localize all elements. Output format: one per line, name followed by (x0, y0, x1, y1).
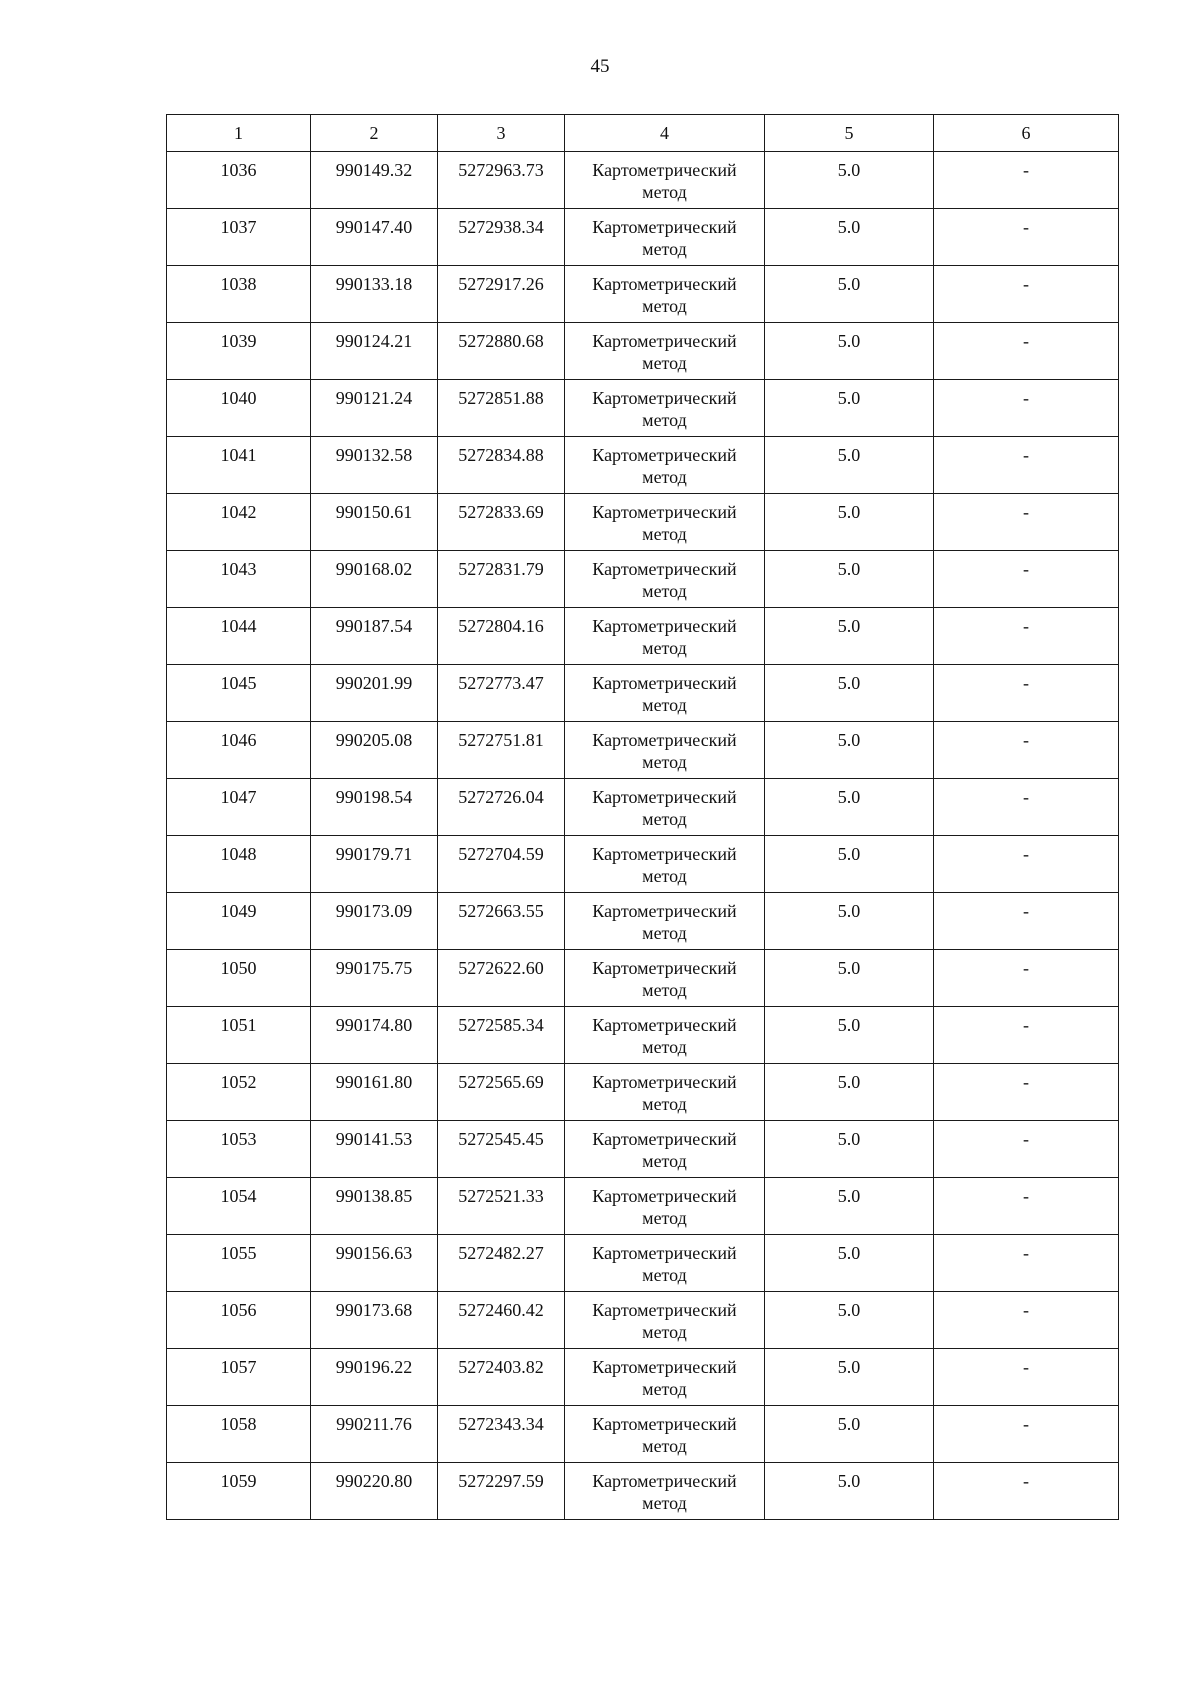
x-coordinate-cell: 990147.40 (311, 209, 438, 266)
method-line-1: Картометрический (592, 901, 737, 921)
method-line-2: метод (642, 809, 687, 829)
x-coordinate-cell: 990173.68 (311, 1292, 438, 1349)
header-col-3: 3 (438, 115, 565, 152)
point-number-cell: 1044 (167, 608, 311, 665)
y-coordinate-cell: 5272833.69 (438, 494, 565, 551)
note-cell: - (934, 950, 1119, 1007)
point-number-cell: 1052 (167, 1064, 311, 1121)
method-cell (565, 950, 765, 1007)
y-coordinate-cell: 5272460.42 (438, 1292, 565, 1349)
note-cell: - (934, 836, 1119, 893)
method-line-1: Картометрический (592, 1300, 737, 1320)
table-row (167, 1349, 1119, 1406)
method-cell (565, 1121, 765, 1178)
method-line-1: Картометрический (592, 1414, 737, 1434)
table-row (167, 1292, 1119, 1349)
x-coordinate-cell: 990198.54 (311, 779, 438, 836)
accuracy-cell: 5.0 (765, 1007, 934, 1064)
method-line-2: метод (642, 1379, 687, 1399)
x-coordinate-cell: 990220.80 (311, 1463, 438, 1520)
coordinates-table (166, 114, 1119, 1520)
x-coordinate-cell: 990124.21 (311, 323, 438, 380)
method-line-2: метод (642, 1493, 687, 1513)
method-cell (565, 665, 765, 722)
note-cell: - (934, 494, 1119, 551)
point-number-cell: 1048 (167, 836, 311, 893)
point-number-cell: 1047 (167, 779, 311, 836)
accuracy-cell: 5.0 (765, 323, 934, 380)
header-row (167, 115, 1119, 152)
y-coordinate-cell: 5272704.59 (438, 836, 565, 893)
x-coordinate-cell: 990201.99 (311, 665, 438, 722)
y-coordinate-cell: 5272851.88 (438, 380, 565, 437)
point-number-cell: 1059 (167, 1463, 311, 1520)
method-line-1: Картометрический (592, 388, 737, 408)
method-cell (565, 380, 765, 437)
table-row (167, 836, 1119, 893)
y-coordinate-cell: 5272343.34 (438, 1406, 565, 1463)
accuracy-cell: 5.0 (765, 1121, 934, 1178)
y-coordinate-cell: 5272565.69 (438, 1064, 565, 1121)
method-cell (565, 893, 765, 950)
header-col-1: 1 (167, 115, 311, 152)
point-number-cell: 1040 (167, 380, 311, 437)
y-coordinate-cell: 5272521.33 (438, 1178, 565, 1235)
table-row (167, 1178, 1119, 1235)
x-coordinate-cell: 990141.53 (311, 1121, 438, 1178)
table-row (167, 1235, 1119, 1292)
x-coordinate-cell: 990174.80 (311, 1007, 438, 1064)
method-line-1: Картометрический (592, 1072, 737, 1092)
method-line-2: метод (642, 1208, 687, 1228)
accuracy-cell: 5.0 (765, 1292, 934, 1349)
x-coordinate-cell: 990211.76 (311, 1406, 438, 1463)
method-line-2: метод (642, 1037, 687, 1057)
accuracy-cell: 5.0 (765, 1064, 934, 1121)
note-cell: - (934, 266, 1119, 323)
point-number-cell: 1037 (167, 209, 311, 266)
method-line-2: метод (642, 353, 687, 373)
method-cell (565, 608, 765, 665)
method-cell (565, 494, 765, 551)
method-cell (565, 1292, 765, 1349)
method-cell (565, 323, 765, 380)
method-line-1: Картометрический (592, 1186, 737, 1206)
table-row (167, 779, 1119, 836)
table-row (167, 380, 1119, 437)
method-line-1: Картометрический (592, 274, 737, 294)
method-line-2: метод (642, 1322, 687, 1342)
note-cell: - (934, 209, 1119, 266)
point-number-cell: 1046 (167, 722, 311, 779)
x-coordinate-cell: 990179.71 (311, 836, 438, 893)
y-coordinate-cell: 5272663.55 (438, 893, 565, 950)
accuracy-cell: 5.0 (765, 1463, 934, 1520)
y-coordinate-cell: 5272880.68 (438, 323, 565, 380)
point-number-cell: 1043 (167, 551, 311, 608)
x-coordinate-cell: 990121.24 (311, 380, 438, 437)
x-coordinate-cell: 990156.63 (311, 1235, 438, 1292)
note-cell: - (934, 1463, 1119, 1520)
method-line-2: метод (642, 1265, 687, 1285)
note-cell: - (934, 1121, 1119, 1178)
y-coordinate-cell: 5272831.79 (438, 551, 565, 608)
accuracy-cell: 5.0 (765, 209, 934, 266)
table-row (167, 323, 1119, 380)
point-number-cell: 1056 (167, 1292, 311, 1349)
method-line-2: метод (642, 923, 687, 943)
method-line-1: Картометрический (592, 160, 737, 180)
note-cell: - (934, 437, 1119, 494)
accuracy-cell: 5.0 (765, 665, 934, 722)
note-cell: - (934, 323, 1119, 380)
table-row (167, 1463, 1119, 1520)
note-cell: - (934, 893, 1119, 950)
point-number-cell: 1057 (167, 1349, 311, 1406)
method-line-1: Картометрический (592, 787, 737, 807)
accuracy-cell: 5.0 (765, 779, 934, 836)
method-line-2: метод (642, 524, 687, 544)
accuracy-cell: 5.0 (765, 1406, 934, 1463)
method-cell (565, 1349, 765, 1406)
header-col-5: 5 (765, 115, 934, 152)
table-row (167, 152, 1119, 209)
table-body (167, 152, 1119, 1520)
method-line-2: метод (642, 752, 687, 772)
header-col-2: 2 (311, 115, 438, 152)
method-line-1: Картометрический (592, 730, 737, 750)
accuracy-cell: 5.0 (765, 1349, 934, 1406)
header-col-4: 4 (565, 115, 765, 152)
point-number-cell: 1058 (167, 1406, 311, 1463)
table-row (167, 950, 1119, 1007)
note-cell: - (934, 779, 1119, 836)
method-cell (565, 152, 765, 209)
x-coordinate-cell: 990149.32 (311, 152, 438, 209)
table-row (167, 608, 1119, 665)
y-coordinate-cell: 5272773.47 (438, 665, 565, 722)
note-cell: - (934, 380, 1119, 437)
point-number-cell: 1038 (167, 266, 311, 323)
method-cell (565, 1235, 765, 1292)
note-cell: - (934, 608, 1119, 665)
point-number-cell: 1041 (167, 437, 311, 494)
method-line-1: Картометрический (592, 1129, 737, 1149)
method-line-2: метод (642, 866, 687, 886)
point-number-cell: 1049 (167, 893, 311, 950)
method-cell (565, 779, 765, 836)
x-coordinate-cell: 990161.80 (311, 1064, 438, 1121)
table-header (167, 115, 1119, 152)
method-line-2: метод (642, 581, 687, 601)
table-row (167, 665, 1119, 722)
y-coordinate-cell: 5272482.27 (438, 1235, 565, 1292)
method-line-2: метод (642, 1151, 687, 1171)
accuracy-cell: 5.0 (765, 836, 934, 893)
point-number-cell: 1055 (167, 1235, 311, 1292)
y-coordinate-cell: 5272297.59 (438, 1463, 565, 1520)
page-number: 45 (590, 56, 610, 77)
point-number-cell: 1053 (167, 1121, 311, 1178)
method-line-1: Картометрический (592, 217, 737, 237)
y-coordinate-cell: 5272804.16 (438, 608, 565, 665)
method-cell (565, 1406, 765, 1463)
y-coordinate-cell: 5272545.45 (438, 1121, 565, 1178)
method-cell (565, 1178, 765, 1235)
note-cell: - (934, 1292, 1119, 1349)
method-cell (565, 1463, 765, 1520)
method-cell (565, 836, 765, 893)
note-cell: - (934, 1235, 1119, 1292)
accuracy-cell: 5.0 (765, 1235, 934, 1292)
y-coordinate-cell: 5272403.82 (438, 1349, 565, 1406)
point-number-cell: 1045 (167, 665, 311, 722)
accuracy-cell: 5.0 (765, 722, 934, 779)
table-row (167, 494, 1119, 551)
accuracy-cell: 5.0 (765, 152, 934, 209)
method-line-1: Картометрический (592, 331, 737, 351)
note-cell: - (934, 722, 1119, 779)
point-number-cell: 1051 (167, 1007, 311, 1064)
point-number-cell: 1042 (167, 494, 311, 551)
method-line-2: метод (642, 410, 687, 430)
x-coordinate-cell: 990175.75 (311, 950, 438, 1007)
method-line-2: метод (642, 1436, 687, 1456)
method-line-1: Картометрический (592, 559, 737, 579)
method-line-1: Картометрический (592, 616, 737, 636)
method-cell (565, 209, 765, 266)
method-line-1: Картометрический (592, 844, 737, 864)
accuracy-cell: 5.0 (765, 551, 934, 608)
method-line-1: Картометрический (592, 958, 737, 978)
method-cell (565, 266, 765, 323)
method-line-2: метод (642, 182, 687, 202)
accuracy-cell: 5.0 (765, 950, 934, 1007)
table-row (167, 722, 1119, 779)
point-number-cell: 1036 (167, 152, 311, 209)
method-line-1: Картометрический (592, 1015, 737, 1035)
y-coordinate-cell: 5272963.73 (438, 152, 565, 209)
method-line-2: метод (642, 296, 687, 316)
y-coordinate-cell: 5272938.34 (438, 209, 565, 266)
table-row (167, 1007, 1119, 1064)
accuracy-cell: 5.0 (765, 893, 934, 950)
note-cell: - (934, 665, 1119, 722)
y-coordinate-cell: 5272917.26 (438, 266, 565, 323)
point-number-cell: 1039 (167, 323, 311, 380)
accuracy-cell: 5.0 (765, 1178, 934, 1235)
note-cell: - (934, 551, 1119, 608)
method-line-1: Картометрический (592, 1243, 737, 1263)
y-coordinate-cell: 5272834.88 (438, 437, 565, 494)
y-coordinate-cell: 5272751.81 (438, 722, 565, 779)
table-row (167, 893, 1119, 950)
accuracy-cell: 5.0 (765, 266, 934, 323)
y-coordinate-cell: 5272726.04 (438, 779, 565, 836)
method-line-1: Картометрический (592, 1471, 737, 1491)
accuracy-cell: 5.0 (765, 380, 934, 437)
x-coordinate-cell: 990138.85 (311, 1178, 438, 1235)
method-line-2: метод (642, 980, 687, 1000)
table-row (167, 1121, 1119, 1178)
note-cell: - (934, 1064, 1119, 1121)
table-row (167, 551, 1119, 608)
x-coordinate-cell: 990173.09 (311, 893, 438, 950)
header-col-6: 6 (934, 115, 1119, 152)
method-line-1: Картометрический (592, 673, 737, 693)
accuracy-cell: 5.0 (765, 608, 934, 665)
x-coordinate-cell: 990205.08 (311, 722, 438, 779)
x-coordinate-cell: 990133.18 (311, 266, 438, 323)
method-line-1: Картометрический (592, 502, 737, 522)
method-cell (565, 722, 765, 779)
table-row (167, 209, 1119, 266)
point-number-cell: 1054 (167, 1178, 311, 1235)
method-line-2: метод (642, 695, 687, 715)
method-line-2: метод (642, 467, 687, 487)
table-row (167, 266, 1119, 323)
note-cell: - (934, 152, 1119, 209)
accuracy-cell: 5.0 (765, 494, 934, 551)
method-line-1: Картометрический (592, 1357, 737, 1377)
table-row (167, 437, 1119, 494)
x-coordinate-cell: 990168.02 (311, 551, 438, 608)
accuracy-cell: 5.0 (765, 437, 934, 494)
method-line-2: метод (642, 239, 687, 259)
note-cell: - (934, 1178, 1119, 1235)
method-line-2: метод (642, 1094, 687, 1114)
y-coordinate-cell: 5272622.60 (438, 950, 565, 1007)
method-line-2: метод (642, 638, 687, 658)
x-coordinate-cell: 990196.22 (311, 1349, 438, 1406)
method-cell (565, 1064, 765, 1121)
method-cell (565, 437, 765, 494)
x-coordinate-cell: 990187.54 (311, 608, 438, 665)
note-cell: - (934, 1349, 1119, 1406)
method-cell (565, 551, 765, 608)
point-number-cell: 1050 (167, 950, 311, 1007)
x-coordinate-cell: 990132.58 (311, 437, 438, 494)
x-coordinate-cell: 990150.61 (311, 494, 438, 551)
note-cell: - (934, 1007, 1119, 1064)
method-cell (565, 1007, 765, 1064)
y-coordinate-cell: 5272585.34 (438, 1007, 565, 1064)
table-row (167, 1064, 1119, 1121)
method-line-1: Картометрический (592, 445, 737, 465)
note-cell: - (934, 1406, 1119, 1463)
table-row (167, 1406, 1119, 1463)
